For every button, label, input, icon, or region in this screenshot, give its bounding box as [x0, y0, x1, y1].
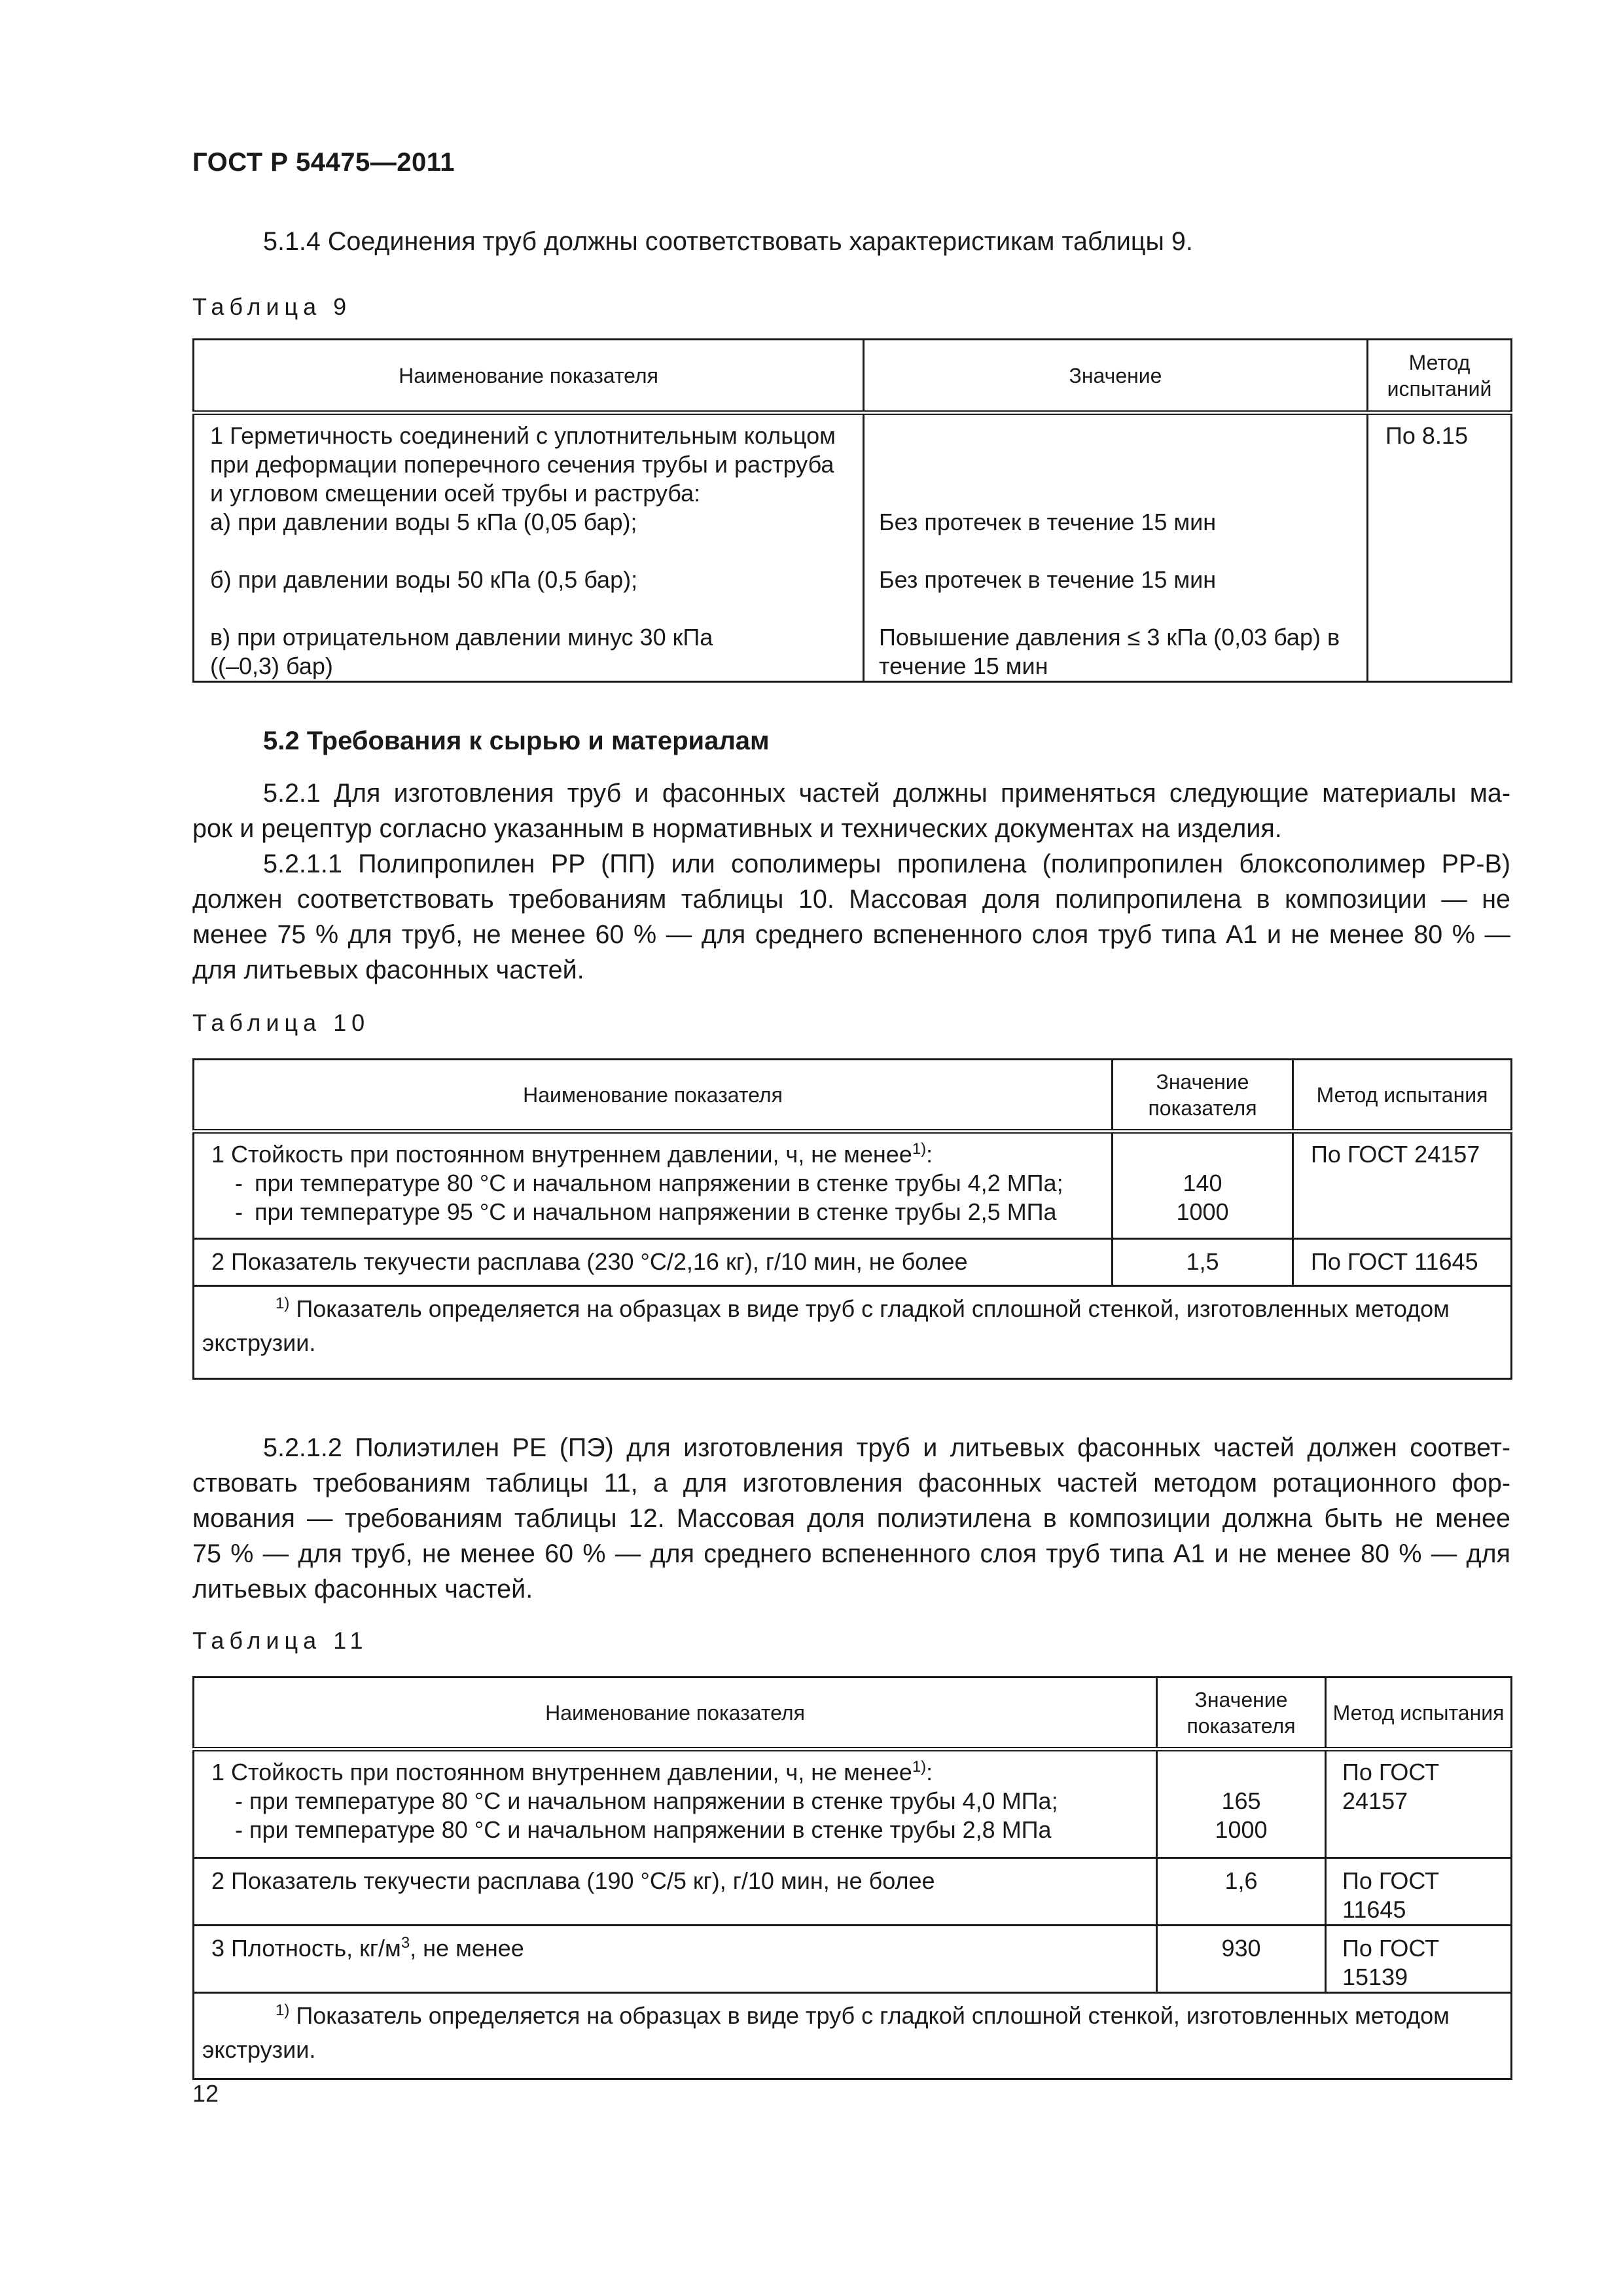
table-11-header-value: Значение показателя	[1157, 1677, 1326, 1749]
footnote-text: экструзии.	[202, 1329, 316, 1356]
text-line: мования — требованиям таблицы 12. Массовая доля полиэтилена в композиции должна быть не менее	[192, 1504, 1510, 1533]
table-9	[192, 338, 1512, 683]
table-10-row-2-value	[1113, 1239, 1293, 1286]
table-11-header-method: Метод испытания	[1326, 1677, 1512, 1749]
table-9-header-method: Метод испытаний	[1368, 340, 1512, 413]
method: По ГОСТ 11645	[1311, 1248, 1478, 1275]
method: По ГОСТ 11645	[1342, 1867, 1440, 1923]
table-9-cell-value	[864, 413, 1368, 682]
table-10-footnote	[194, 1286, 1512, 1379]
table-9-value-line: течение 15 мин	[879, 653, 1048, 679]
footnote-text: Показатель определяется на образцах в виде труб с гладкой сплошной стенкой, изготовленных методом	[289, 2002, 1450, 2029]
row-title: 2 Показатель текучести расплава (190 °С/5 кг), г/10 мин, не более	[211, 1867, 935, 1894]
text-line: должен соответствовать требованиям таблицы 10. Массовая доля полипропилена в композиции — не	[192, 885, 1510, 914]
row-title: 1 Стойкость при постоянном внутреннем давлении, ч, не менее	[211, 1141, 912, 1168]
text-line: 75 % — для труб, не менее 60 % — для среднего вспененного слоя труб типа А1 и не менее 80 % — для	[192, 1539, 1510, 1568]
value: 140	[1183, 1170, 1222, 1196]
table-9-header-value: Значение	[864, 340, 1368, 413]
table-9-cell-method	[1368, 413, 1512, 682]
text-line: рок и рецептур согласно указанным в нормативных и технических документах на изделия.	[192, 814, 1282, 843]
table-11-row-1-name	[194, 1749, 1157, 1858]
table-9-name-line: ((–0,3) бар)	[210, 653, 333, 679]
value: 1,6	[1224, 1867, 1258, 1894]
sub-condition: при температуре 80 °С и начальном напряжении в стенке трубы 4,2 МПа;	[255, 1170, 1063, 1196]
table-10-header-value: Значение показателя	[1113, 1060, 1293, 1132]
text-line: 5.2.1.1 Полипропилен PP (ПП) или сополимеры пропилена (полипропилен блоксополимер PP-B)	[263, 850, 1510, 878]
sub-condition: при температуре 95 °С и начальном напряжении в стенке трубы 2,5 МПа	[255, 1198, 1057, 1225]
table-11-caption: Таблица 11	[192, 1627, 368, 1654]
method: По ГОСТ 15139	[1342, 1935, 1440, 1990]
page-number: 12	[192, 2080, 219, 2107]
table-9-cell-name	[194, 413, 864, 682]
table-11-row-2-value	[1157, 1858, 1326, 1926]
value: 1000	[1176, 1198, 1229, 1225]
footnote-text: Показатель определяется на образцах в виде труб с гладкой сплошной стенкой, изготовленных методом	[289, 1295, 1450, 1322]
value: 930	[1221, 1935, 1261, 1962]
table-9-method: По 8.15	[1385, 422, 1468, 449]
value: 1,5	[1186, 1248, 1219, 1275]
table-9-value-line: Без протечек в течение 15 мин	[879, 509, 1217, 535]
table-11-footnote	[194, 1993, 1512, 2079]
table-11-row-2-method	[1326, 1858, 1512, 1926]
table-10	[192, 1058, 1512, 1380]
table-10-header-name: Наименование показателя	[194, 1060, 1113, 1132]
method: По ГОСТ 24157	[1311, 1141, 1480, 1168]
text-line: 5.2.1 Для изготовления труб и фасонных частей должны применяться следующие материалы ма-	[263, 779, 1510, 808]
text-line: ствовать требованиям таблицы 11, а для изготовления фасонных частей методом ротационного фор-	[192, 1469, 1510, 1498]
row-title: 3 Плотность, кг/м	[211, 1935, 401, 1962]
paragraph-5-2-1	[192, 776, 1510, 988]
table-10-row-1-name	[194, 1132, 1113, 1239]
table-9-name-line: а) при давлении воды 5 кПа (0,05 бар);	[210, 509, 637, 535]
value: 165	[1221, 1787, 1261, 1814]
table-11-row-1-method	[1326, 1749, 1512, 1858]
table-9-header-name: Наименование показателя	[194, 340, 864, 413]
table-10-caption: Таблица 10	[192, 1009, 370, 1036]
colon: :	[926, 1759, 933, 1785]
table-10-row-2-name	[194, 1239, 1113, 1286]
row-title: 2 Показатель текучести расплава (230 °С/2,16 кг), г/10 мин, не более	[211, 1248, 968, 1275]
table-11-header-name: Наименование показателя	[194, 1677, 1157, 1749]
table-9-name-line: и угловом смещении осей трубы и раструба:	[210, 480, 701, 507]
table-10-row-1-value	[1113, 1132, 1293, 1239]
table-9-name-line: в) при отрицательном давлении минус 30 кПа	[210, 624, 713, 651]
table-10-header-method: Метод испытания	[1293, 1060, 1512, 1132]
paragraph-5-1-4: 5.1.4 Соединения труб должны соответствовать характеристикам таблицы 9.	[263, 227, 1193, 256]
table-11-row-2-name	[194, 1858, 1157, 1926]
paragraph-5-2-1-2	[192, 1430, 1510, 1607]
table-9-value-line: Повышение давления ≤ 3 кПа (0,03 бар) в	[879, 624, 1340, 651]
sub-condition: - при температуре 80 °С и начальном напряжении в стенке трубы 2,8 МПа	[235, 1816, 1052, 1843]
text-line: 5.2.1.2 Полиэтилен PE (ПЭ) для изготовления труб и литьевых фасонных частей должен соответ-	[263, 1433, 1510, 1462]
text-line: менее 75 % для труб, не менее 60 % — для среднего вспененного слоя труб типа А1 и не менее 80 % —	[192, 920, 1510, 949]
list-dash: -	[235, 1198, 243, 1225]
table-9-caption: Таблица 9	[192, 293, 352, 320]
table-11-row-3-method	[1326, 1926, 1512, 1993]
table-9-name-line: при деформации поперечного сечения трубы и раструба	[210, 451, 834, 478]
colon: :	[926, 1141, 933, 1168]
table-9-value-line: Без протечек в течение 15 мин	[879, 566, 1217, 593]
row-title: 1 Стойкость при постоянном внутреннем давлении, ч, не менее	[211, 1759, 912, 1785]
list-dash: -	[235, 1170, 243, 1196]
document-code: ГОСТ Р 54475—2011	[192, 148, 455, 177]
table-11	[192, 1676, 1512, 2080]
footnote-marker: 1)	[276, 1295, 290, 1312]
footnote-marker: 1)	[276, 2001, 290, 2019]
method: По ГОСТ 24157	[1342, 1759, 1440, 1814]
superscript: 3	[401, 1934, 410, 1952]
table-9-name-line: 1 Герметичность соединений с уплотнительным кольцом	[210, 422, 836, 449]
footnote-marker: 1)	[912, 1140, 927, 1158]
value: 1000	[1215, 1816, 1268, 1843]
table-10-row-2-method	[1293, 1239, 1512, 1286]
table-11-row-1-value	[1157, 1749, 1326, 1858]
footnote-marker: 1)	[912, 1758, 927, 1776]
table-9-name-line: б) при давлении воды 50 кПа (0,5 бар);	[210, 566, 638, 593]
text-line: литьевых фасонных частей.	[192, 1575, 533, 1604]
table-11-row-3-value	[1157, 1926, 1326, 1993]
row-title-tail: , не менее	[410, 1935, 524, 1962]
text-line: для литьевых фасонных частей.	[192, 956, 584, 984]
section-5-2-heading: 5.2 Требования к сырью и материалам	[263, 726, 770, 755]
sub-condition: - при температуре 80 °С и начальном напряжении в стенке трубы 4,0 МПа;	[235, 1787, 1058, 1814]
table-10-row-1-method	[1293, 1132, 1512, 1239]
table-11-row-3-name	[194, 1926, 1157, 1993]
footnote-text: экструзии.	[202, 2036, 316, 2063]
